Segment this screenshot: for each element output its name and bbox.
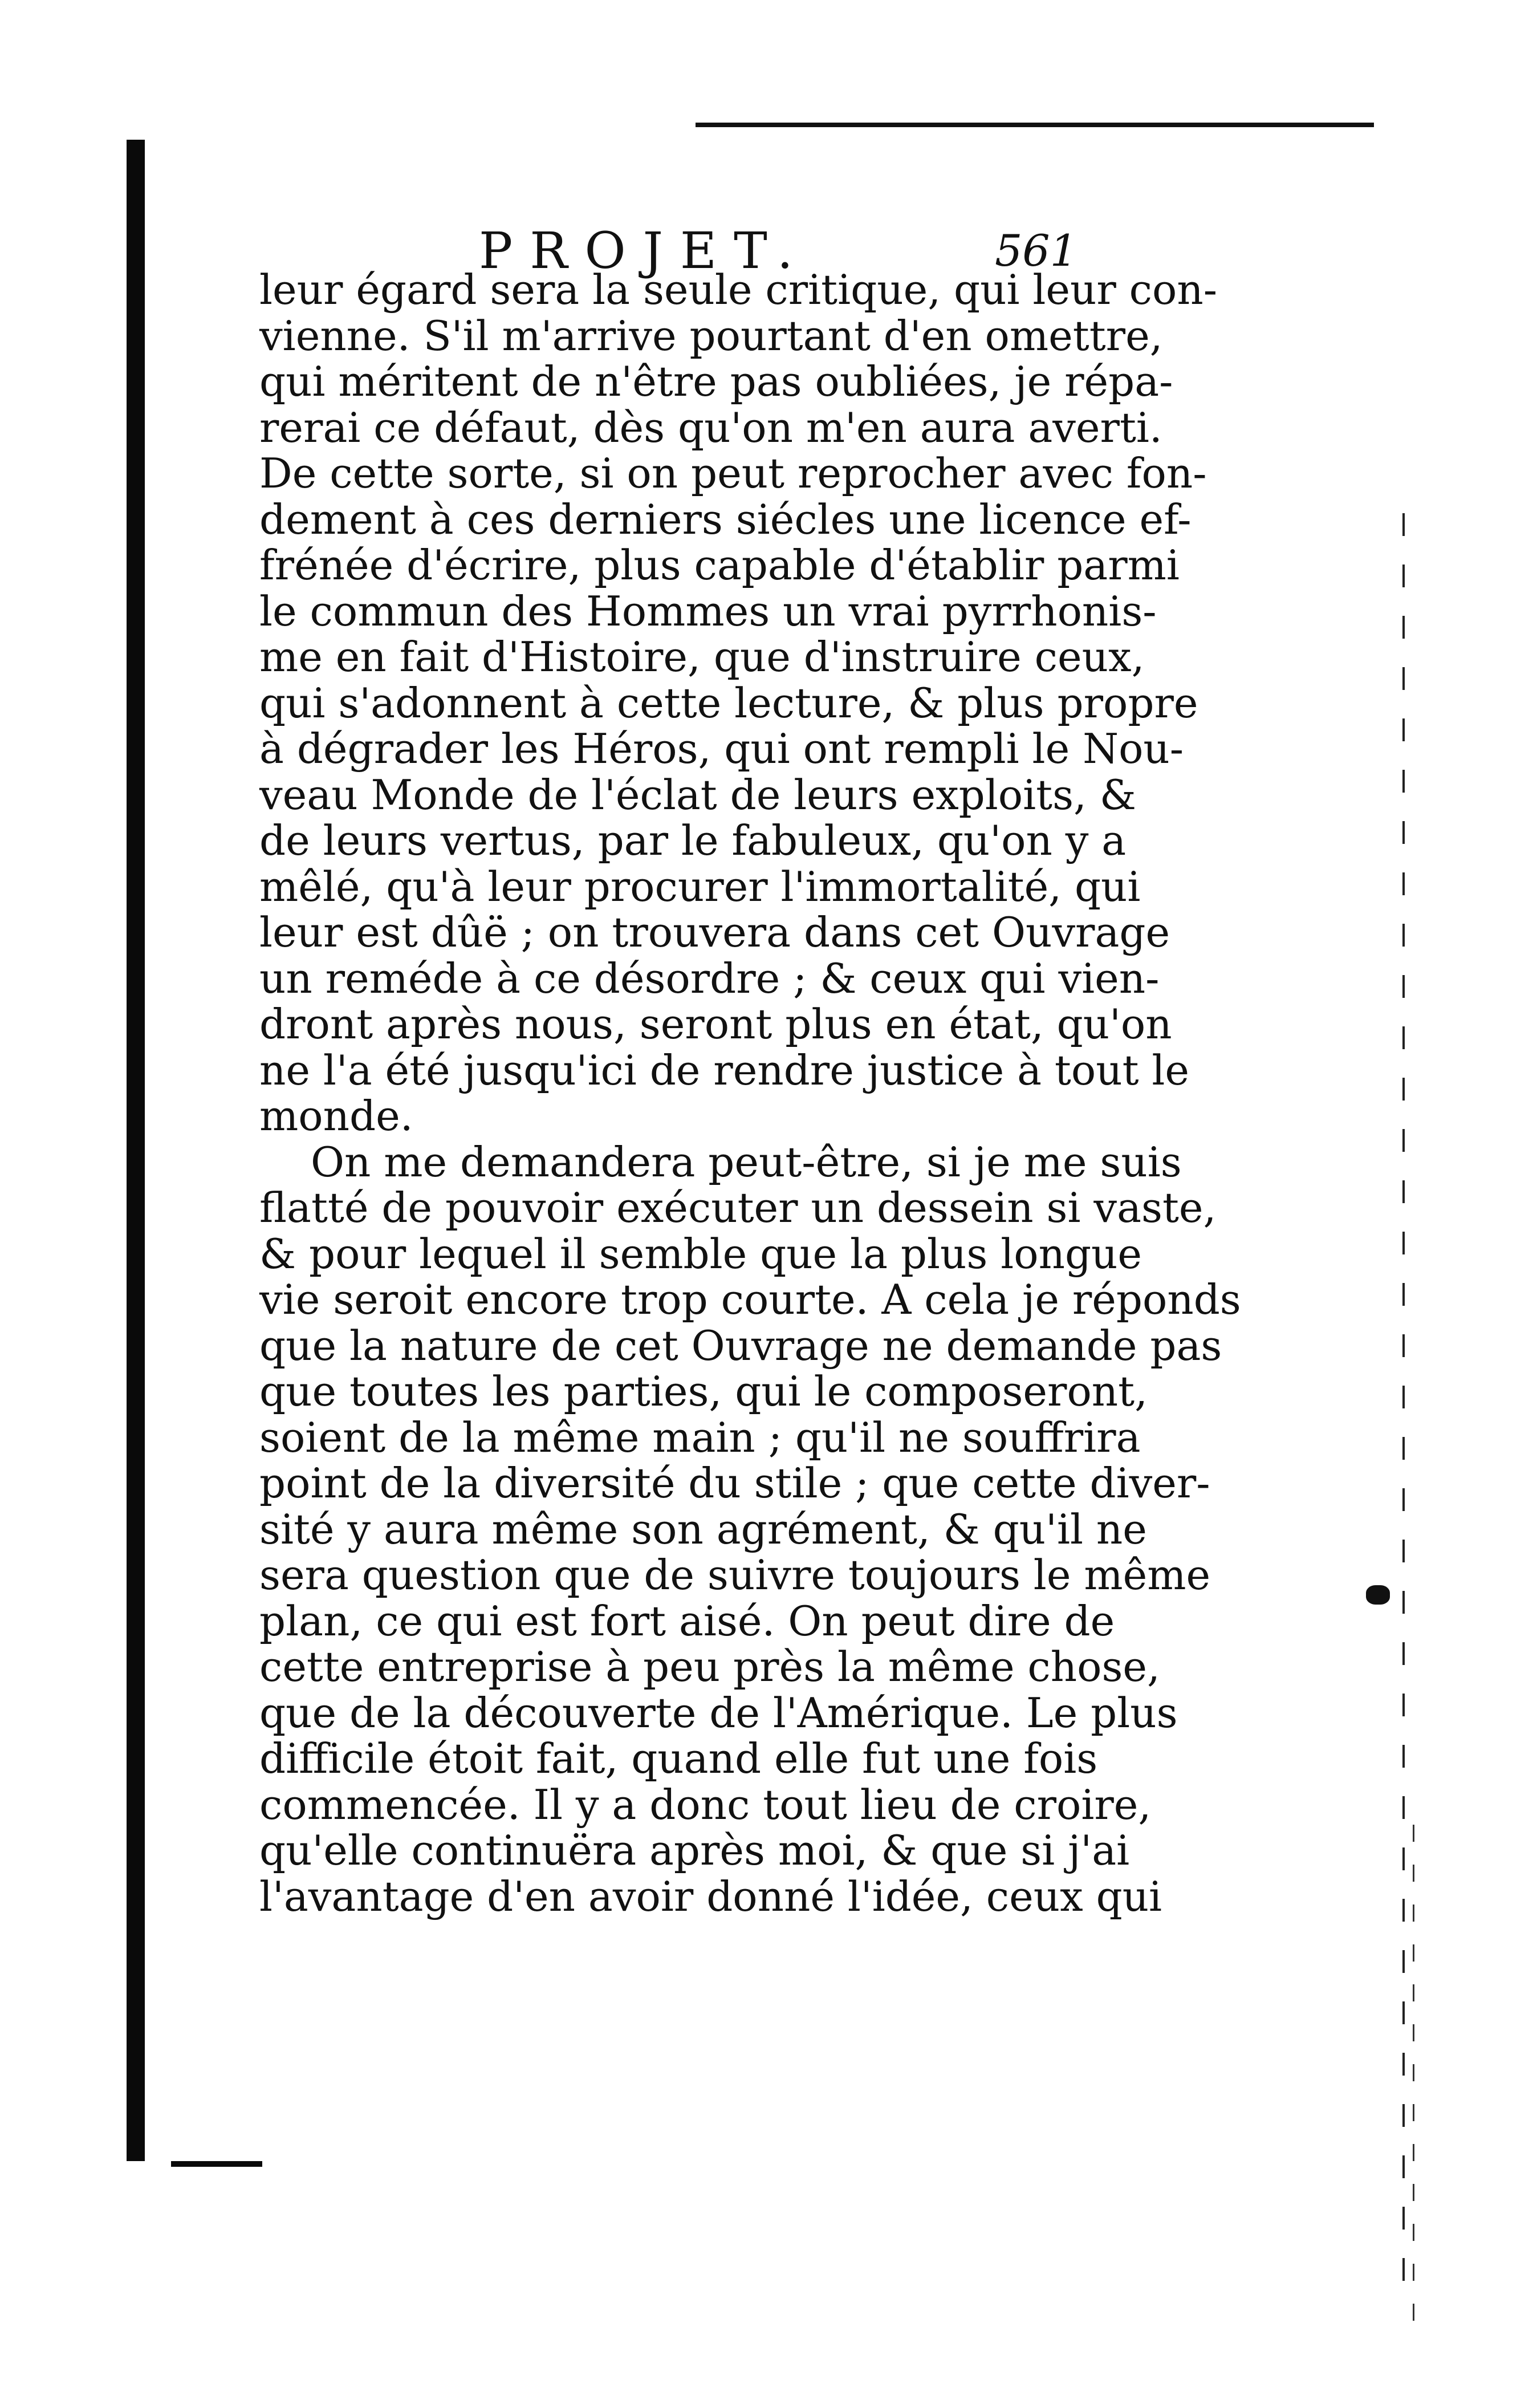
text-line: commencée. Il y a donc tout lieu de croire, — [259, 1780, 1152, 1829]
text-line-paragraph-start: On me demandera peut-être, si je me suis — [311, 1138, 1182, 1186]
text-line: flatté de pouvoir exécuter un dessein si vaste, — [259, 1184, 1217, 1232]
text-line: ne l'a été jusqu'ici de rendre justice à tout le — [259, 1046, 1190, 1094]
text-line: frénée d'écrire, plus capable d'établir parmi — [259, 541, 1180, 589]
text-line: difficile étoit fait, quand elle fut une fois — [259, 1735, 1098, 1782]
text-line: soient de la même main ; qu'il ne souffrira — [259, 1413, 1141, 1461]
text-line: un reméde à ce désordre ; & ceux qui vien- — [259, 954, 1160, 1002]
text-line: leur est dûë ; on trouvera dans cet Ouvrage — [259, 908, 1170, 956]
text-line: le commun des Hommes un vrai pyrrhonis- — [259, 587, 1157, 635]
text-line: sité y aura même son agrément, & qu'il ne — [259, 1505, 1147, 1553]
binding-gutter-shadow — [127, 140, 145, 2161]
text-line: veau Monde de l'éclat de leurs exploits, & — [259, 770, 1136, 819]
text-line: vienne. S'il m'arrive pourtant d'en omettre, — [259, 311, 1163, 360]
text-line-paragraph-end: monde. — [259, 1092, 413, 1140]
text-line: qui s'adonnent à cette lecture, & plus propre — [259, 679, 1198, 727]
text-line: mêlé, qu'à leur procurer l'immortalité, qui — [259, 862, 1141, 911]
body-text — [259, 266, 1241, 1920]
text-line: vie seroit encore trop courte. A cela je réponds — [259, 1276, 1241, 1323]
text-line: cette entreprise à peu près la même chose, — [259, 1643, 1160, 1691]
text-line: de leurs vertus, par le fabuleux, qu'on y a — [259, 817, 1127, 864]
running-head-title: PROJET. — [479, 221, 810, 280]
text-line: à dégrader les Héros, qui ont rempli le Nou- — [259, 725, 1184, 773]
page-edge-marks-lower — [1413, 1825, 1414, 2338]
text-line: l'avantage d'en avoir donné l'idée, ceux qui — [259, 1872, 1162, 1920]
text-line: qui méritent de n'être pas oubliées, je répa- — [259, 358, 1173, 405]
text-line: qu'elle continuëra après moi, & que si j'ai — [259, 1826, 1130, 1874]
binding-gutter-foot — [171, 2161, 262, 2167]
text-line: dront après nous, seront plus en état, qu'on — [259, 1000, 1172, 1048]
text-line: que de la découverte de l'Amérique. Le plus — [259, 1688, 1178, 1737]
top-rule — [696, 123, 1374, 127]
text-line: & pour lequel il semble que la plus longue — [259, 1229, 1142, 1278]
text-line: leur égard sera la seule critique, qui leur con- — [259, 266, 1218, 314]
text-line: plan, ce qui est fort aisé. On peut dire de — [259, 1597, 1115, 1645]
ink-blot — [1366, 1585, 1390, 1605]
text-line: rerai ce défaut, dès qu'on m'en aura averti. — [259, 403, 1162, 452]
text-line: me en fait d'Histoire, que d'instruire ceux, — [259, 633, 1145, 681]
text-line: sera question que de suivre toujours le même — [259, 1551, 1211, 1599]
text-line: De cette sorte, si on peut reprocher avec fon- — [259, 449, 1207, 497]
page-number: 561 — [994, 225, 1077, 276]
text-line: que toutes les parties, qui le composeront, — [259, 1367, 1148, 1415]
page-edge-marks — [1402, 513, 1405, 2309]
text-line: dement à ces derniers siécles une licence ef- — [259, 495, 1192, 543]
text-line: que la nature de cet Ouvrage ne demande pas — [259, 1321, 1222, 1370]
text-line: point de la diversité du stile ; que cette diver- — [259, 1459, 1210, 1507]
